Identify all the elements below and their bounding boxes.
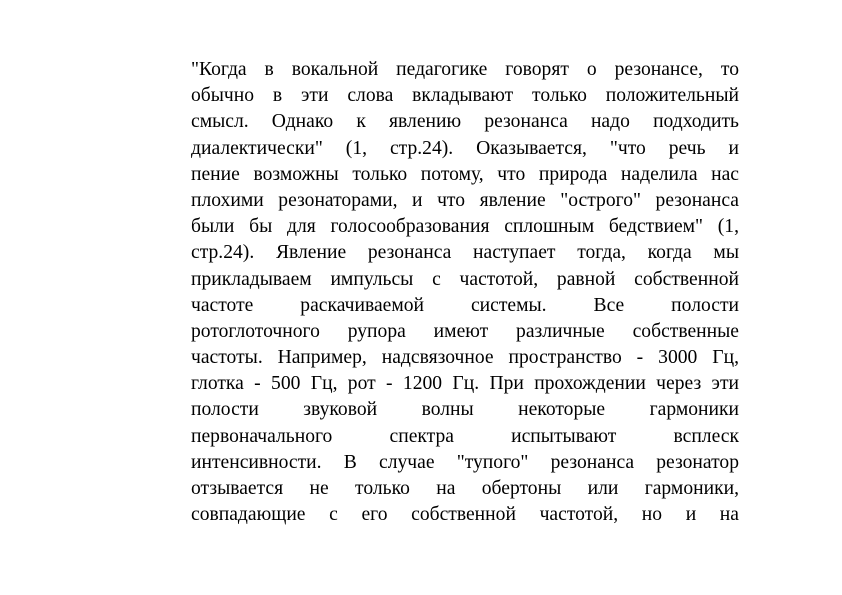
text-line: частоты. Например, надсвязочное пространство - 3000 Гц, xyxy=(191,347,739,369)
text-line: стр.24). Явление резонанса наступает тогда, когда мы xyxy=(191,242,739,264)
text-line: диалектически" (1, стр.24). Оказывается, "что речь и xyxy=(191,137,739,159)
text-line: прикладываем импульсы с частотой, равной собственной xyxy=(191,268,739,290)
text-line: обычно в эти слова вкладывают только положительный xyxy=(191,85,739,107)
text-line: "Когда в вокальной педагогике говорят о резонансе, то xyxy=(191,59,739,80)
text-line: были бы для голосообразования сплошным бедствием" (1, xyxy=(191,216,739,238)
text-line: частоте раскачиваемой системы. Все полости xyxy=(191,294,739,316)
text-line: пение возможны только потому, что природа наделила нас xyxy=(191,163,739,185)
text-line: ротоглоточного рупора имеют различные собственные xyxy=(191,320,739,342)
text-line: плохими резонаторами, и что явление "острого" резонанса xyxy=(191,189,739,211)
text-line: полости звуковой волны некоторые гармоники xyxy=(191,399,739,421)
body-text xyxy=(191,57,739,528)
text-line: смысл. Однако к явлению резонанса надо подходить xyxy=(191,111,739,133)
text-line: первоначального спектра испытывают всплеск xyxy=(191,425,739,447)
text-line: глотка - 500 Гц, рот - 1200 Гц. При прохождении через эти xyxy=(191,373,739,395)
text-line: совпадающие с его собственной частотой, но и на xyxy=(191,504,739,526)
text-line: интенсивности. В случае "тупого" резонанса резонатор xyxy=(191,451,739,473)
text-line: отзывается не только на обертоны или гармоники, xyxy=(191,478,739,499)
